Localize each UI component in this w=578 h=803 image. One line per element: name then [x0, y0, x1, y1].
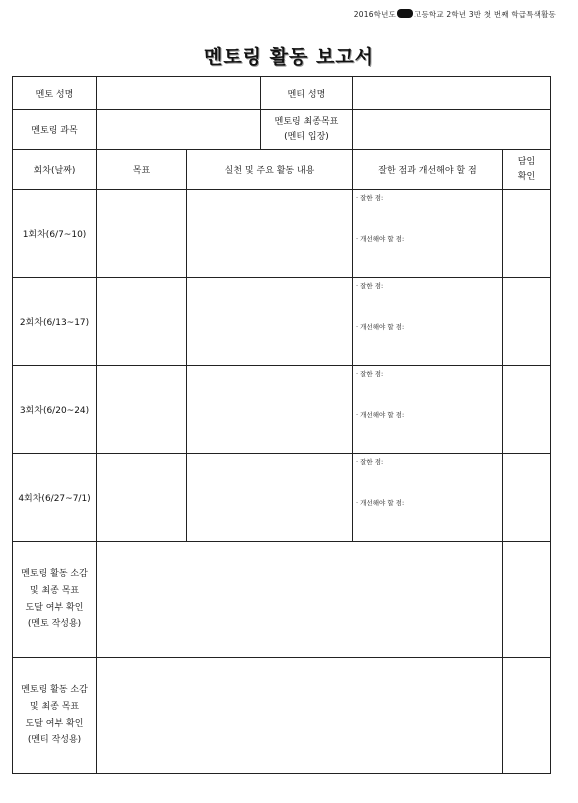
reflection-line3: 도달 여부 확인 — [25, 602, 84, 613]
session-activities-field[interactable] — [187, 366, 353, 454]
session-goal-field[interactable] — [97, 454, 187, 542]
col-session-header: 회차(날짜) — [13, 150, 97, 190]
session-row — [13, 190, 551, 278]
header-note — [354, 9, 556, 20]
mentor-reflection-field[interactable] — [97, 542, 503, 658]
col-activities-header: 실천 및 주요 활동 내용 — [187, 150, 353, 190]
mentee-name-field[interactable] — [353, 77, 551, 110]
session-row — [13, 278, 551, 366]
col-review-header: 잘한 점과 개선해야 할 점 — [353, 150, 503, 190]
session-label: 2회차(6/13~17) — [13, 278, 97, 366]
final-goal-label-line2: (멘티 입장) — [284, 131, 329, 142]
improve-points-prompt: · 개선해야 할 점: — [356, 411, 405, 419]
mentor-name-label: 멘토 성명 — [13, 77, 97, 110]
session-row — [13, 454, 551, 542]
header-note-year: 2016학년도 — [353, 10, 397, 19]
col-teacher-line1: 담임 — [517, 157, 536, 168]
mentor-reflection-row — [13, 542, 551, 658]
reflection-line1: 멘토링 활동 소감 — [21, 569, 88, 580]
subject-row — [13, 110, 551, 150]
good-points-prompt: · 잘한 점: — [356, 370, 384, 378]
session-activities-field[interactable] — [187, 190, 353, 278]
col-goal-header: 목표 — [97, 150, 187, 190]
column-header-row — [13, 150, 551, 190]
improve-points-prompt: · 개선해야 할 점: — [356, 235, 405, 243]
col-teacher-header — [503, 150, 551, 190]
session-goal-field[interactable] — [97, 190, 187, 278]
session-label: 3회차(6/20~24) — [13, 366, 97, 454]
teacher-check-field[interactable] — [503, 366, 551, 454]
mentee-name-label: 멘티 성명 — [261, 77, 353, 110]
improve-points-prompt: · 개선해야 할 점: — [356, 323, 405, 331]
teacher-check-field[interactable] — [503, 190, 551, 278]
mentee-reflection-row — [13, 658, 551, 774]
mentor-reflection-teacher-check[interactable] — [503, 542, 551, 658]
mentor-row — [13, 77, 551, 110]
session-review-field[interactable] — [353, 366, 503, 454]
session-activities-field[interactable] — [187, 278, 353, 366]
mentor-name-field[interactable] — [97, 77, 261, 110]
reflection-line2: 및 최종 목표 — [29, 585, 80, 596]
session-row — [13, 366, 551, 454]
good-points-prompt: · 잘한 점: — [356, 282, 384, 290]
session-label: 4회차(6/27~7/1) — [13, 454, 97, 542]
mentee-reflection-teacher-check[interactable] — [503, 658, 551, 774]
subject-label: 멘토링 과목 — [13, 110, 97, 150]
mentee-reflection-label — [13, 658, 97, 774]
teacher-check-field[interactable] — [503, 278, 551, 366]
reflection-line3: 도달 여부 확인 — [25, 718, 84, 729]
reflection-line2: 및 최종 목표 — [29, 701, 80, 712]
mentor-reflection-label — [13, 542, 97, 658]
teacher-check-field[interactable] — [503, 454, 551, 542]
session-label: 1회차(6/7~10) — [13, 190, 97, 278]
session-review-field[interactable] — [353, 190, 503, 278]
session-goal-field[interactable] — [97, 366, 187, 454]
session-activities-field[interactable] — [187, 454, 353, 542]
header-note-class: 고등학교 2학년 3반 첫 번째 학급특색활동 — [414, 10, 556, 19]
session-review-field[interactable] — [353, 278, 503, 366]
final-goal-field[interactable] — [353, 110, 551, 150]
page-title: 멘토링 활동 보고서 — [203, 46, 375, 68]
reflection-line4: (멘티 작성용) — [27, 735, 82, 746]
subject-field[interactable] — [97, 110, 261, 150]
col-teacher-line2: 확인 — [517, 171, 536, 182]
session-review-field[interactable] — [353, 454, 503, 542]
mentee-reflection-field[interactable] — [97, 658, 503, 774]
final-goal-label-line1: 멘토링 최종목표 — [274, 117, 339, 128]
reflection-line1: 멘토링 활동 소감 — [21, 685, 88, 696]
final-goal-label — [261, 110, 353, 150]
report-table — [12, 76, 551, 774]
redaction-mark — [397, 9, 413, 18]
reflection-line4: (멘토 작성용) — [27, 619, 82, 630]
improve-points-prompt: · 개선해야 할 점: — [356, 499, 405, 507]
good-points-prompt: · 잘한 점: — [356, 194, 384, 202]
good-points-prompt: · 잘한 점: — [356, 458, 384, 466]
session-goal-field[interactable] — [97, 278, 187, 366]
